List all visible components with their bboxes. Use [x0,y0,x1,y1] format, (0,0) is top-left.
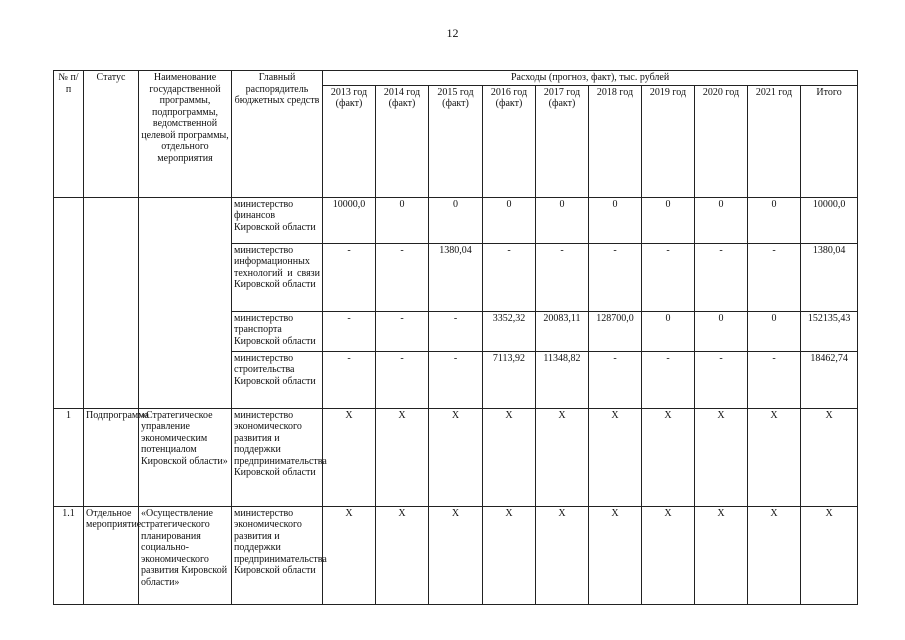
value-cell: - [376,351,429,408]
value-cell: - [589,351,642,408]
empty-status-cell [84,197,139,408]
admin-cell: министерство экономического развития и поддержки предпринимательства Кировской области [232,506,323,604]
value-cell: X [589,408,642,506]
header-year: 2017 год (факт) [536,85,589,197]
header-year: 2015 год (факт) [429,85,483,197]
header-year: 2020 год [695,85,748,197]
empty-num-cell [54,197,84,408]
value-cell: X [748,408,801,506]
value-cell: 1380,04 [429,243,483,311]
header-year: 2014 год (факт) [376,85,429,197]
value-cell: X [323,506,376,604]
value-cell: X [695,506,748,604]
value-cell: X [429,506,483,604]
value-cell: 0 [589,197,642,243]
header-name: Наименование государственной программы, подпрограммы, ведомственной целевой программы, отдельного мероприятия [139,71,232,198]
row-num: 1.1 [54,506,84,604]
value-cell: 11348,82 [536,351,589,408]
page-number: 12 [446,26,459,40]
value-cell: - [323,351,376,408]
header-num: № п/п [54,71,84,198]
header-year: 2013 год (факт) [323,85,376,197]
value-cell: 20083,11 [536,311,589,351]
header-year: 2016 год (факт) [483,85,536,197]
value-cell: X [429,408,483,506]
value-cell: 128700,0 [589,311,642,351]
table-row [54,197,858,243]
header-row-1 [54,71,858,86]
value-cell: 0 [536,197,589,243]
admin-cell: министерство информационных технологий и связи Кировской области [232,243,323,311]
value-cell: 18462,74 [801,351,858,408]
value-cell: 7113,92 [483,351,536,408]
row-num: 1 [54,408,84,506]
value-cell: - [323,243,376,311]
admin-cell: министерство финансов Кировской области [232,197,323,243]
value-cell: 0 [748,197,801,243]
value-cell: X [801,408,858,506]
value-cell: - [483,243,536,311]
header-year: 2021 год [748,85,801,197]
value-cell: 0 [695,311,748,351]
budget-table [53,70,858,605]
value-cell: - [376,311,429,351]
value-cell: X [483,506,536,604]
admin-cell: министерство транспорта Кировской области [232,311,323,351]
value-cell: - [589,243,642,311]
value-cell: X [536,506,589,604]
admin-cell: министерство строительства Кировской области [232,351,323,408]
value-cell: - [748,243,801,311]
value-cell: - [748,351,801,408]
value-cell: - [695,243,748,311]
value-cell: - [536,243,589,311]
value-cell: X [801,506,858,604]
value-cell: - [642,351,695,408]
value-cell: 0 [429,197,483,243]
header-year: 2018 год [589,85,642,197]
value-cell: 0 [642,311,695,351]
value-cell: 152135,43 [801,311,858,351]
value-cell: X [589,506,642,604]
value-cell: X [376,408,429,506]
table-row [54,506,858,604]
value-cell: - [695,351,748,408]
row-status: Подпрограмма [84,408,139,506]
value-cell: X [536,408,589,506]
value-cell: - [376,243,429,311]
value-cell: - [642,243,695,311]
value-cell: 0 [642,197,695,243]
admin-cell: министерство экономического развития и поддержки предпринимательства Кировской области [232,408,323,506]
value-cell: 3352,32 [483,311,536,351]
value-cell: X [642,506,695,604]
value-cell: 1380,04 [801,243,858,311]
row-name: «Осуществление стратегического планирования социально-экономического развития Кировской области» [139,506,232,604]
value-cell: X [483,408,536,506]
value-cell: 0 [695,197,748,243]
row-status: Отдельное мероприятие [84,506,139,604]
value-cell: X [748,506,801,604]
header-status: Статус [84,71,139,198]
value-cell: X [323,408,376,506]
value-cell: X [695,408,748,506]
value-cell: 10000,0 [801,197,858,243]
header-admin: Главный распорядитель бюджетных средств [232,71,323,198]
header-expenses: Расходы (прогноз, факт), тыс. рублей [323,71,858,86]
header-total: Итого [801,85,858,197]
value-cell: 0 [376,197,429,243]
value-cell: 0 [483,197,536,243]
value-cell: X [376,506,429,604]
empty-name-cell [139,197,232,408]
value-cell: 10000,0 [323,197,376,243]
table-row [54,408,858,506]
value-cell: - [429,311,483,351]
header-year: 2019 год [642,85,695,197]
row-name: «Стратегическое управление экономическим потенциалом Кировской области» [139,408,232,506]
value-cell: X [642,408,695,506]
value-cell: - [429,351,483,408]
value-cell: 0 [748,311,801,351]
value-cell: - [323,311,376,351]
